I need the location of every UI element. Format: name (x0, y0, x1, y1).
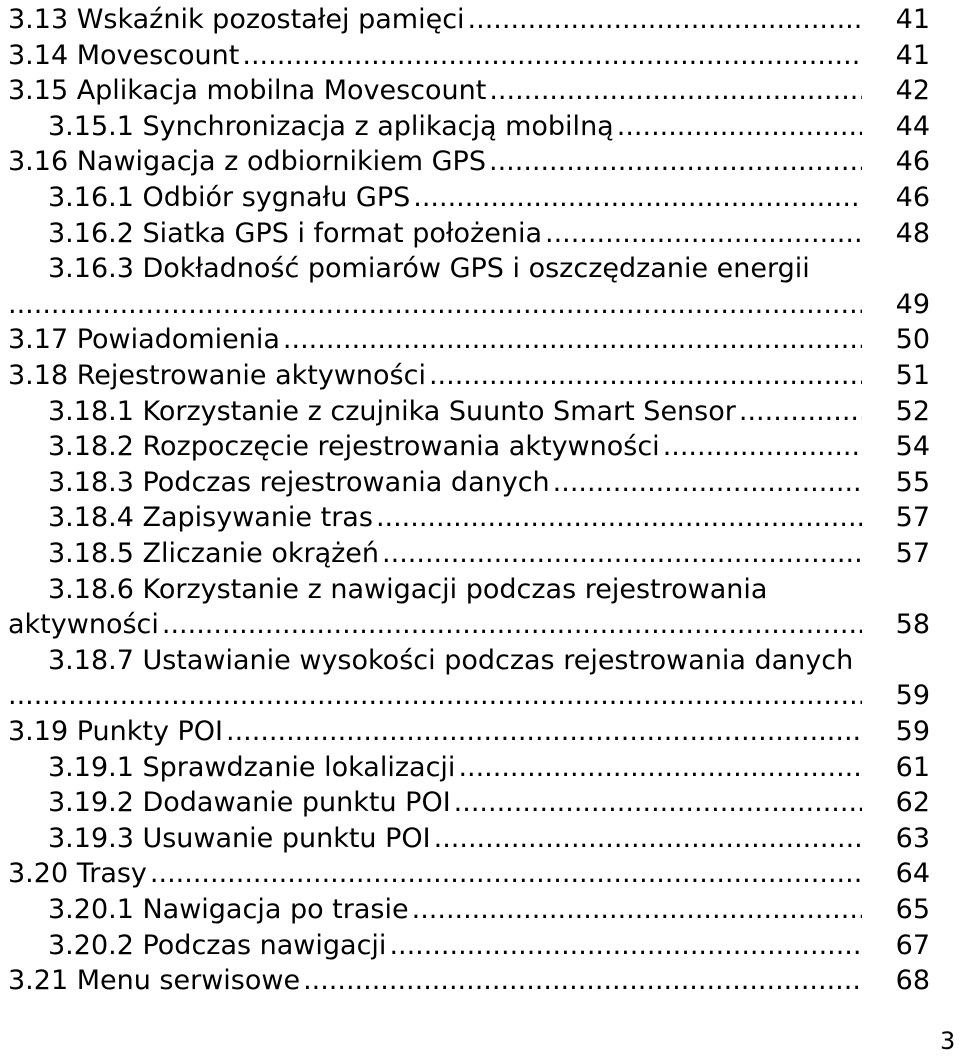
toc-entry[interactable] (0, 2, 960, 38)
toc-entry-title: 3.19.3 Usuwanie punktu POI (48, 822, 431, 854)
toc-page-number: 55 (895, 466, 930, 498)
toc-entry[interactable] (0, 394, 960, 430)
toc-entry[interactable] (0, 750, 960, 786)
toc-entry[interactable] (0, 714, 960, 750)
dot-leader (663, 429, 862, 465)
toc-page-number: 48 (895, 217, 930, 249)
toc-page-number: 50 (895, 324, 930, 356)
toc-page-number: 64 (895, 858, 930, 890)
toc-entry-title: 3.19.1 Sprawdzanie lokalizacji (48, 751, 456, 783)
toc-entry-title: 3.20.1 Nawigacja po trasie (48, 894, 409, 925)
toc-entry-title: 3.20 Trasy (8, 858, 147, 890)
dot-leader (283, 322, 862, 358)
dot-leader (434, 821, 862, 857)
dot-leader (458, 750, 862, 786)
dot-leader (489, 73, 862, 109)
dot-leader (242, 38, 862, 74)
dot-leader (413, 180, 862, 216)
toc-page-number: 51 (895, 360, 930, 391)
toc-page-number: 67 (895, 929, 930, 961)
toc-entry-title: 3.13 Wskaźnik pozostałej pamięci (8, 4, 465, 35)
toc-entry[interactable] (0, 572, 960, 608)
toc-page-number: 54 (895, 431, 930, 463)
dot-leader (617, 109, 862, 145)
toc-entry[interactable] (0, 536, 960, 572)
toc-entry[interactable] (0, 109, 960, 145)
toc-entry[interactable] (0, 322, 960, 358)
dot-leader (489, 144, 862, 180)
dot-leader (454, 785, 862, 821)
toc-entry-title: 3.16.1 Odbiór sygnału GPS (48, 182, 411, 213)
toc-entry[interactable] (0, 180, 960, 216)
toc-page-number: 62 (895, 787, 930, 819)
toc-page-number: 61 (895, 751, 930, 783)
toc-entry[interactable] (0, 892, 960, 928)
toc-page-number: 63 (895, 822, 930, 854)
toc-entry-title: 3.15.1 Synchronizacja z aplikacją mobilną (48, 110, 614, 142)
dot-leader (8, 287, 862, 323)
toc-entry[interactable] (0, 144, 960, 180)
dot-leader (382, 536, 862, 572)
toc-entry[interactable] (0, 358, 960, 394)
toc-entry[interactable] (0, 216, 960, 252)
dot-leader (226, 714, 862, 750)
toc-entry-title: 3.18 Rejestrowanie aktywności (8, 360, 426, 391)
toc-entry[interactable] (0, 38, 960, 74)
toc-entry-title: 3.20.2 Podczas nawigacji (48, 929, 387, 961)
toc-page-number: 44 (895, 110, 930, 142)
toc-page-number: 41 (895, 39, 930, 71)
toc-entry[interactable] (0, 251, 960, 287)
toc-page-number: 46 (895, 146, 930, 178)
page-number: 3 (940, 1027, 956, 1055)
dot-leader (150, 856, 862, 892)
toc-page-number: 42 (895, 75, 930, 107)
toc-entry-title: 3.15 Aplikacja mobilna Movescount (8, 75, 487, 107)
toc-entry-title-continuation: aktywności (8, 609, 159, 641)
toc-page-number: 59 (895, 716, 930, 747)
toc-entry[interactable] (0, 785, 960, 821)
toc-entry[interactable] (0, 928, 960, 964)
toc-entry-title: 3.18.2 Rozpoczęcie rejestrowania aktywności (48, 431, 660, 463)
toc-entry-title: 3.18.5 Zliczanie okrążeń (48, 538, 380, 569)
toc-entry-continuation-line[interactable] (0, 678, 960, 714)
toc-entry[interactable] (0, 500, 960, 536)
dot-leader (162, 607, 862, 643)
toc-page-number: 57 (895, 502, 930, 534)
toc-entry-title: 3.14 Movescount (8, 39, 240, 71)
toc-entry-title: 3.19 Punkty POI (8, 716, 224, 747)
dot-leader (429, 358, 862, 394)
dot-leader (376, 500, 862, 536)
toc-page-number: 65 (895, 894, 930, 925)
toc-page-number: 41 (895, 4, 930, 35)
toc-entry[interactable] (0, 963, 960, 999)
toc-entry-title: 3.18.4 Zapisywanie tras (48, 502, 373, 534)
toc-entry-title: 3.21 Menu serwisowe (8, 965, 301, 997)
toc-entry[interactable] (0, 821, 960, 857)
toc-page-number: 58 (895, 609, 930, 641)
toc-entry-title: 3.16.2 Siatka GPS i format położenia (48, 217, 542, 249)
toc-entry-continuation-line[interactable] (0, 607, 960, 643)
toc-entry[interactable] (0, 643, 960, 679)
dot-leader (389, 928, 862, 964)
toc-page-number: 57 (895, 538, 930, 569)
toc-entry-title: 3.18.7 Ustawianie wysokości podczas rejestrowania danych (48, 644, 854, 676)
toc-entry-title: 3.16.3 Dokładność pomiarów GPS i oszczędzanie energii (48, 253, 810, 285)
toc-entry-title: 3.19.2 Dodawanie punktu POI (48, 787, 451, 819)
toc-entry-title: 3.18.1 Korzystanie z czujnika Suunto Smart Sensor (48, 395, 736, 427)
toc-entry-continuation-line[interactable] (0, 287, 960, 323)
toc-entry[interactable] (0, 73, 960, 109)
toc-page-number: 52 (895, 395, 930, 427)
toc-entry-title: 3.17 Powiadomienia (8, 324, 280, 356)
dot-leader (412, 892, 862, 928)
toc-page-number: 46 (895, 182, 930, 213)
toc-entry-title: 3.18.3 Podczas rejestrowania danych (48, 466, 550, 498)
dot-leader (739, 394, 862, 430)
toc-entry-title: 3.16 Nawigacja z odbiornikiem GPS (8, 146, 486, 178)
toc-entry[interactable] (0, 465, 960, 501)
toc-page-number: 49 (895, 288, 930, 320)
dot-leader (545, 216, 862, 252)
toc-page-number: 59 (895, 680, 930, 712)
dot-leader (303, 963, 862, 999)
dot-leader (8, 678, 862, 714)
toc-entry-title: 3.18.6 Korzystanie z nawigacji podczas rejestrowania (48, 573, 768, 605)
dot-leader (553, 465, 862, 501)
toc-page-number: 68 (895, 965, 930, 997)
toc-entry[interactable] (0, 856, 960, 892)
dot-leader (468, 2, 862, 38)
toc-entry[interactable] (0, 429, 960, 465)
